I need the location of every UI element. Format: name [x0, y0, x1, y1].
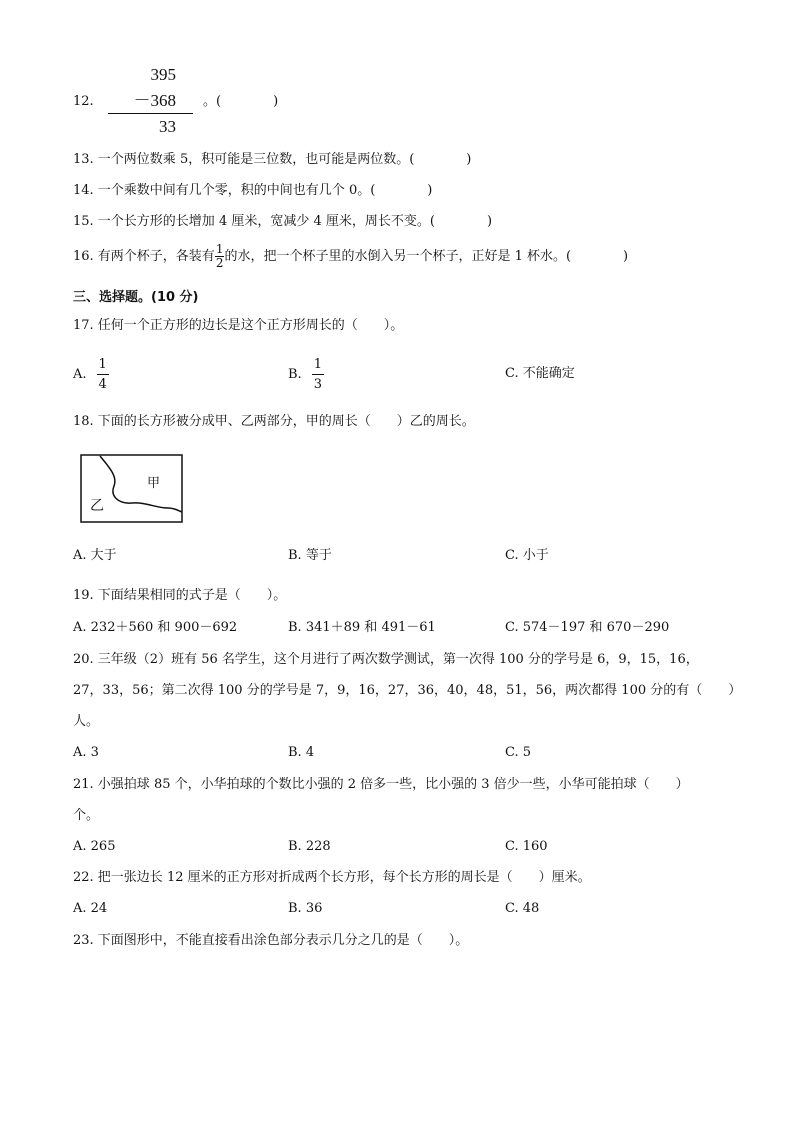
- section-heading-choice: 三、选择题。(10 分): [73, 290, 199, 305]
- q20-option-c: C. 5: [505, 745, 532, 760]
- q17-a-num: 1: [97, 357, 109, 375]
- q19-option-b: B. 341＋89 和 491－61: [288, 620, 436, 635]
- q18-option-c: C. 小于: [505, 548, 549, 563]
- q16-text: [73, 243, 628, 270]
- q22-text: 22. 把一张边长 12 厘米的正方形对折成两个长方形，每个长方形的周长是（ ）厘米。: [73, 870, 591, 885]
- q15-text: 15. 一个长方形的长增加 4 厘米，宽减少 4 厘米，周长不变。( ): [73, 214, 493, 229]
- q18-label-yi: 乙: [90, 498, 104, 514]
- q16-prefix: 16. 有两个杯子，各装有: [73, 248, 215, 264]
- q12-subtrahend: －368: [133, 91, 176, 110]
- q20-line2: 27，33，56；第二次得 100 分的学号是 7，9，16，27，36，40，48，51，56，两次都得 100 分的有（ ）: [73, 683, 742, 698]
- q17-option-b-label: B.: [288, 367, 302, 382]
- q18-option-a: A. 大于: [73, 548, 117, 563]
- q16-suffix: 的水，把一个杯子里的水倒入另一个杯子，正好是 1 杯水。( ): [224, 248, 629, 264]
- q12-minuend: 395: [150, 65, 176, 84]
- q12-answer-blank: 。( ): [203, 94, 279, 109]
- q16-frac-num: 1: [215, 242, 224, 256]
- q16-fraction: [215, 243, 225, 270]
- q17-option-b: [288, 357, 324, 393]
- q20-line1: 20. 三年级（2）班有 56 名学生，这个月进行了两次数学测试，第一次得 100 分的学号是 6，9，15，16，: [73, 652, 699, 667]
- q21-option-c: C. 160: [505, 839, 548, 854]
- q20-option-b: B. 4: [288, 745, 315, 760]
- q14-text: 14. 一个乘数中间有几个零，积的中间也有几个 0。( ): [73, 183, 433, 198]
- q17-option-a-label: A.: [73, 367, 87, 382]
- q20-option-a: A. 3: [73, 745, 99, 760]
- q12-difference: 33: [159, 117, 176, 136]
- q21-option-a: A. 265: [73, 839, 116, 854]
- q17-a-den: 4: [98, 377, 107, 392]
- q21-line1: 21. 小强拍球 85 个，小华拍球的个数比小强的 2 倍多一些，比小强的 3 倍少一些，小华可能拍球（ ）: [73, 777, 689, 792]
- q19-text: 19. 下面结果相同的式子是（ ）。: [73, 588, 287, 603]
- q17-b-den: 3: [313, 377, 322, 392]
- q17-b-num: 1: [312, 357, 324, 375]
- q12-number: 12.: [73, 94, 94, 109]
- q22-option-c: C. 48: [505, 901, 540, 916]
- q17-option-c: C. 不能确定: [505, 366, 575, 381]
- q22-option-a: A. 24: [73, 901, 108, 916]
- q17-text: 17. 任何一个正方形的边长是这个正方形周长的（ ）。: [73, 318, 404, 333]
- q17-option-b-fraction: [312, 357, 324, 393]
- q12-rule: [108, 113, 193, 114]
- q23-text: 23. 下面图形中，不能直接看出涂色部分表示几分之几的是（ ）。: [73, 933, 469, 948]
- q13-text: 13. 一个两位数乘 5，积可能是三位数，也可能是两位数。( ): [73, 152, 472, 167]
- q19-option-c: C. 574－197 和 670－290: [505, 620, 670, 635]
- q18-text: 18. 下面的长方形被分成甲、乙两部分，甲的周长（ ）乙的周长。: [73, 414, 475, 429]
- q17-option-a-fraction: [97, 357, 109, 393]
- q18-dividing-curve: [100, 456, 182, 512]
- q20-line3: 人。: [73, 714, 100, 729]
- q21-option-b: B. 228: [288, 839, 331, 854]
- q21-line2: 个。: [73, 808, 100, 823]
- q18-option-b: B. 等于: [288, 548, 332, 563]
- q19-option-a: A. 232＋560 和 900－692: [73, 620, 238, 635]
- q22-option-b: B. 36: [288, 901, 323, 916]
- q18-label-jia: 甲: [147, 476, 161, 491]
- q16-frac-den: 2: [215, 256, 224, 270]
- q17-option-a: [73, 357, 109, 393]
